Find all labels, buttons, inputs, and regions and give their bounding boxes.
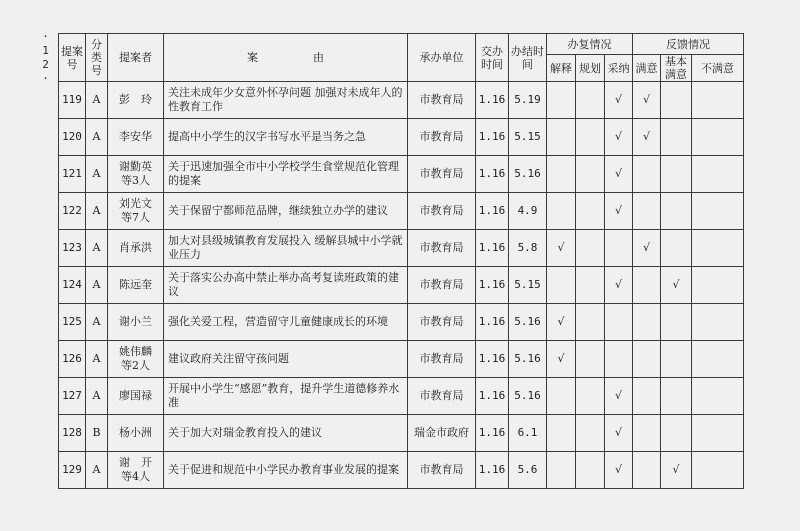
cell-no: 122	[59, 193, 86, 230]
cell-feedback-basic	[661, 415, 692, 452]
cell-no: 128	[59, 415, 86, 452]
header-reply-adopt: 采纳	[605, 55, 633, 82]
cell-done: 5.15	[509, 267, 547, 304]
cell-unit: 市教育局	[408, 82, 476, 119]
table-row	[59, 193, 744, 230]
cell-assigned: 1.16	[476, 304, 509, 341]
cell-done: 5.16	[509, 378, 547, 415]
header-reply-group: 办复情况	[547, 34, 633, 55]
cell-feedback-satisfied	[633, 452, 661, 489]
cell-unit: 市教育局	[408, 341, 476, 378]
cell-feedback-satisfied: √	[633, 119, 661, 156]
cell-reply-explain	[547, 415, 576, 452]
cell-reply-adopt: √	[605, 415, 633, 452]
header-reply-explain: 解释	[547, 55, 576, 82]
cell-no: 123	[59, 230, 86, 267]
cell-proposer: 谢勤英 等3人	[108, 156, 164, 193]
cell-reply-adopt: √	[605, 193, 633, 230]
cell-reply-plan	[576, 341, 605, 378]
cell-proposer: 谢 开 等4人	[108, 452, 164, 489]
cell-done: 5.6	[509, 452, 547, 489]
table-body	[59, 82, 744, 489]
cell-feedback-unsatisfied	[692, 82, 744, 119]
cell-summary: 建议政府关注留守孩问题	[164, 341, 408, 378]
cell-assigned: 1.16	[476, 230, 509, 267]
cell-feedback-basic	[661, 156, 692, 193]
cell-feedback-basic: √	[661, 267, 692, 304]
table-row	[59, 82, 744, 119]
cell-reply-plan	[576, 193, 605, 230]
cell-reply-explain	[547, 378, 576, 415]
header-category: 分类号	[86, 34, 108, 82]
cell-reply-explain	[547, 193, 576, 230]
cell-done: 6.1	[509, 415, 547, 452]
header-done-time: 办结时间	[509, 34, 547, 82]
cell-reply-explain	[547, 119, 576, 156]
cell-feedback-basic	[661, 82, 692, 119]
cell-reply-adopt: √	[605, 378, 633, 415]
cell-no: 129	[59, 452, 86, 489]
cell-category: A	[86, 341, 108, 378]
cell-reply-explain: √	[547, 230, 576, 267]
cell-category: B	[86, 415, 108, 452]
cell-assigned: 1.16	[476, 267, 509, 304]
cell-no: 119	[59, 82, 86, 119]
cell-proposer: 姚伟麟 等2人	[108, 341, 164, 378]
header-feedback-unsatisfied: 不满意	[692, 55, 744, 82]
cell-feedback-unsatisfied	[692, 230, 744, 267]
cell-assigned: 1.16	[476, 341, 509, 378]
cell-feedback-satisfied	[633, 378, 661, 415]
cell-proposer: 陈远奎	[108, 267, 164, 304]
cell-category: A	[86, 156, 108, 193]
cell-feedback-unsatisfied	[692, 193, 744, 230]
cell-reply-adopt: √	[605, 156, 633, 193]
cell-summary: 关于迅速加强全市中小学校学生食堂规范化管理的提案	[164, 156, 408, 193]
cell-feedback-satisfied	[633, 156, 661, 193]
table-row	[59, 119, 744, 156]
cell-reply-plan	[576, 156, 605, 193]
cell-proposer: 廖国禄	[108, 378, 164, 415]
cell-feedback-basic	[661, 119, 692, 156]
cell-category: A	[86, 378, 108, 415]
cell-feedback-satisfied: √	[633, 230, 661, 267]
cell-assigned: 1.16	[476, 156, 509, 193]
cell-assigned: 1.16	[476, 378, 509, 415]
cell-proposer: 刘光文 等7人	[108, 193, 164, 230]
cell-category: A	[86, 82, 108, 119]
cell-no: 125	[59, 304, 86, 341]
table-row	[59, 452, 744, 489]
cell-reply-explain: √	[547, 341, 576, 378]
cell-no: 120	[59, 119, 86, 156]
table-row	[59, 156, 744, 193]
cell-proposer: 彭 玲	[108, 82, 164, 119]
cell-done: 5.16	[509, 304, 547, 341]
cell-done: 5.16	[509, 341, 547, 378]
cell-feedback-unsatisfied	[692, 415, 744, 452]
cell-proposer: 杨小洲	[108, 415, 164, 452]
page-number: ·12·	[39, 30, 52, 86]
table-row	[59, 415, 744, 452]
cell-feedback-unsatisfied	[692, 378, 744, 415]
table-row	[59, 304, 744, 341]
cell-reply-plan	[576, 230, 605, 267]
cell-done: 5.19	[509, 82, 547, 119]
cell-reply-plan	[576, 378, 605, 415]
table-row	[59, 230, 744, 267]
cell-reply-explain	[547, 452, 576, 489]
cell-reply-adopt	[605, 341, 633, 378]
cell-category: A	[86, 304, 108, 341]
cell-reply-explain: √	[547, 304, 576, 341]
header-feedback-basic: 基本满意	[661, 55, 692, 82]
cell-reply-explain	[547, 267, 576, 304]
cell-summary: 关于加大对瑞金教育投入的建议	[164, 415, 408, 452]
cell-feedback-basic: √	[661, 452, 692, 489]
cell-feedback-unsatisfied	[692, 304, 744, 341]
table-row	[59, 378, 744, 415]
cell-feedback-unsatisfied	[692, 119, 744, 156]
cell-unit: 瑞金市政府	[408, 415, 476, 452]
cell-category: A	[86, 452, 108, 489]
cell-reply-explain	[547, 156, 576, 193]
cell-done: 5.16	[509, 156, 547, 193]
cell-feedback-unsatisfied	[692, 156, 744, 193]
cell-reply-plan	[576, 452, 605, 489]
cell-reply-plan	[576, 304, 605, 341]
cell-feedback-unsatisfied	[692, 341, 744, 378]
table-header	[59, 34, 744, 82]
cell-unit: 市教育局	[408, 378, 476, 415]
cell-done: 5.15	[509, 119, 547, 156]
cell-no: 127	[59, 378, 86, 415]
header-reply-plan: 规划	[576, 55, 605, 82]
header-feedback-satisfied: 满意	[633, 55, 661, 82]
cell-reply-plan	[576, 415, 605, 452]
cell-reply-plan	[576, 82, 605, 119]
cell-reply-adopt	[605, 230, 633, 267]
cell-reply-adopt: √	[605, 82, 633, 119]
cell-no: 126	[59, 341, 86, 378]
cell-feedback-satisfied	[633, 415, 661, 452]
cell-reply-adopt	[605, 304, 633, 341]
cell-feedback-satisfied	[633, 267, 661, 304]
cell-unit: 市教育局	[408, 193, 476, 230]
cell-feedback-satisfied	[633, 193, 661, 230]
cell-feedback-unsatisfied	[692, 452, 744, 489]
cell-assigned: 1.16	[476, 415, 509, 452]
cell-category: A	[86, 193, 108, 230]
cell-feedback-satisfied	[633, 304, 661, 341]
cell-feedback-basic	[661, 230, 692, 267]
header-assign-time: 交办时间	[476, 34, 509, 82]
header-handler: 承办单位	[408, 34, 476, 82]
cell-assigned: 1.16	[476, 452, 509, 489]
table-row	[59, 341, 744, 378]
cell-category: A	[86, 230, 108, 267]
cell-unit: 市教育局	[408, 119, 476, 156]
cell-proposer: 谢小兰	[108, 304, 164, 341]
cell-summary: 加大对县级城镇教育发展投入 缓解县城中小学就业压力	[164, 230, 408, 267]
cell-reply-adopt: √	[605, 119, 633, 156]
cell-reply-plan	[576, 119, 605, 156]
cell-proposer: 李安华	[108, 119, 164, 156]
cell-summary: 关于落实公办高中禁止举办高考复读班政策的建议	[164, 267, 408, 304]
cell-assigned: 1.16	[476, 119, 509, 156]
cell-feedback-basic	[661, 341, 692, 378]
header-feedback-group: 反馈情况	[633, 34, 744, 55]
cell-summary: 强化关爱工程，营造留守儿童健康成长的环境	[164, 304, 408, 341]
cell-feedback-satisfied	[633, 341, 661, 378]
cell-reply-explain	[547, 82, 576, 119]
cell-assigned: 1.16	[476, 82, 509, 119]
cell-feedback-satisfied: √	[633, 82, 661, 119]
cell-unit: 市教育局	[408, 230, 476, 267]
cell-no: 121	[59, 156, 86, 193]
cell-feedback-basic	[661, 304, 692, 341]
cell-no: 124	[59, 267, 86, 304]
cell-category: A	[86, 267, 108, 304]
header-no: 提案号	[59, 34, 86, 82]
proposal-table	[58, 33, 744, 489]
cell-feedback-basic	[661, 378, 692, 415]
cell-reply-adopt: √	[605, 267, 633, 304]
cell-unit: 市教育局	[408, 452, 476, 489]
cell-unit: 市教育局	[408, 156, 476, 193]
header-proposer: 提案者	[108, 34, 164, 82]
cell-done: 4.9	[509, 193, 547, 230]
cell-feedback-basic	[661, 193, 692, 230]
cell-reply-adopt: √	[605, 452, 633, 489]
cell-summary: 提高中小学生的汉字书写水平是当务之急	[164, 119, 408, 156]
cell-proposer: 肖承洪	[108, 230, 164, 267]
cell-unit: 市教育局	[408, 267, 476, 304]
header-case: 案 由	[164, 34, 408, 82]
cell-assigned: 1.16	[476, 193, 509, 230]
cell-summary: 关注未成年少女意外怀孕问题 加强对未成年人的性教育工作	[164, 82, 408, 119]
cell-summary: 关于保留宁都师范品牌，继续独立办学的建议	[164, 193, 408, 230]
cell-category: A	[86, 119, 108, 156]
table-row	[59, 267, 744, 304]
cell-done: 5.8	[509, 230, 547, 267]
cell-summary: 关于促进和规范中小学民办教育事业发展的提案	[164, 452, 408, 489]
cell-feedback-unsatisfied	[692, 267, 744, 304]
cell-unit: 市教育局	[408, 304, 476, 341]
cell-reply-plan	[576, 267, 605, 304]
cell-summary: 开展中小学生“感恩”教育，提升学生道德修养水准	[164, 378, 408, 415]
